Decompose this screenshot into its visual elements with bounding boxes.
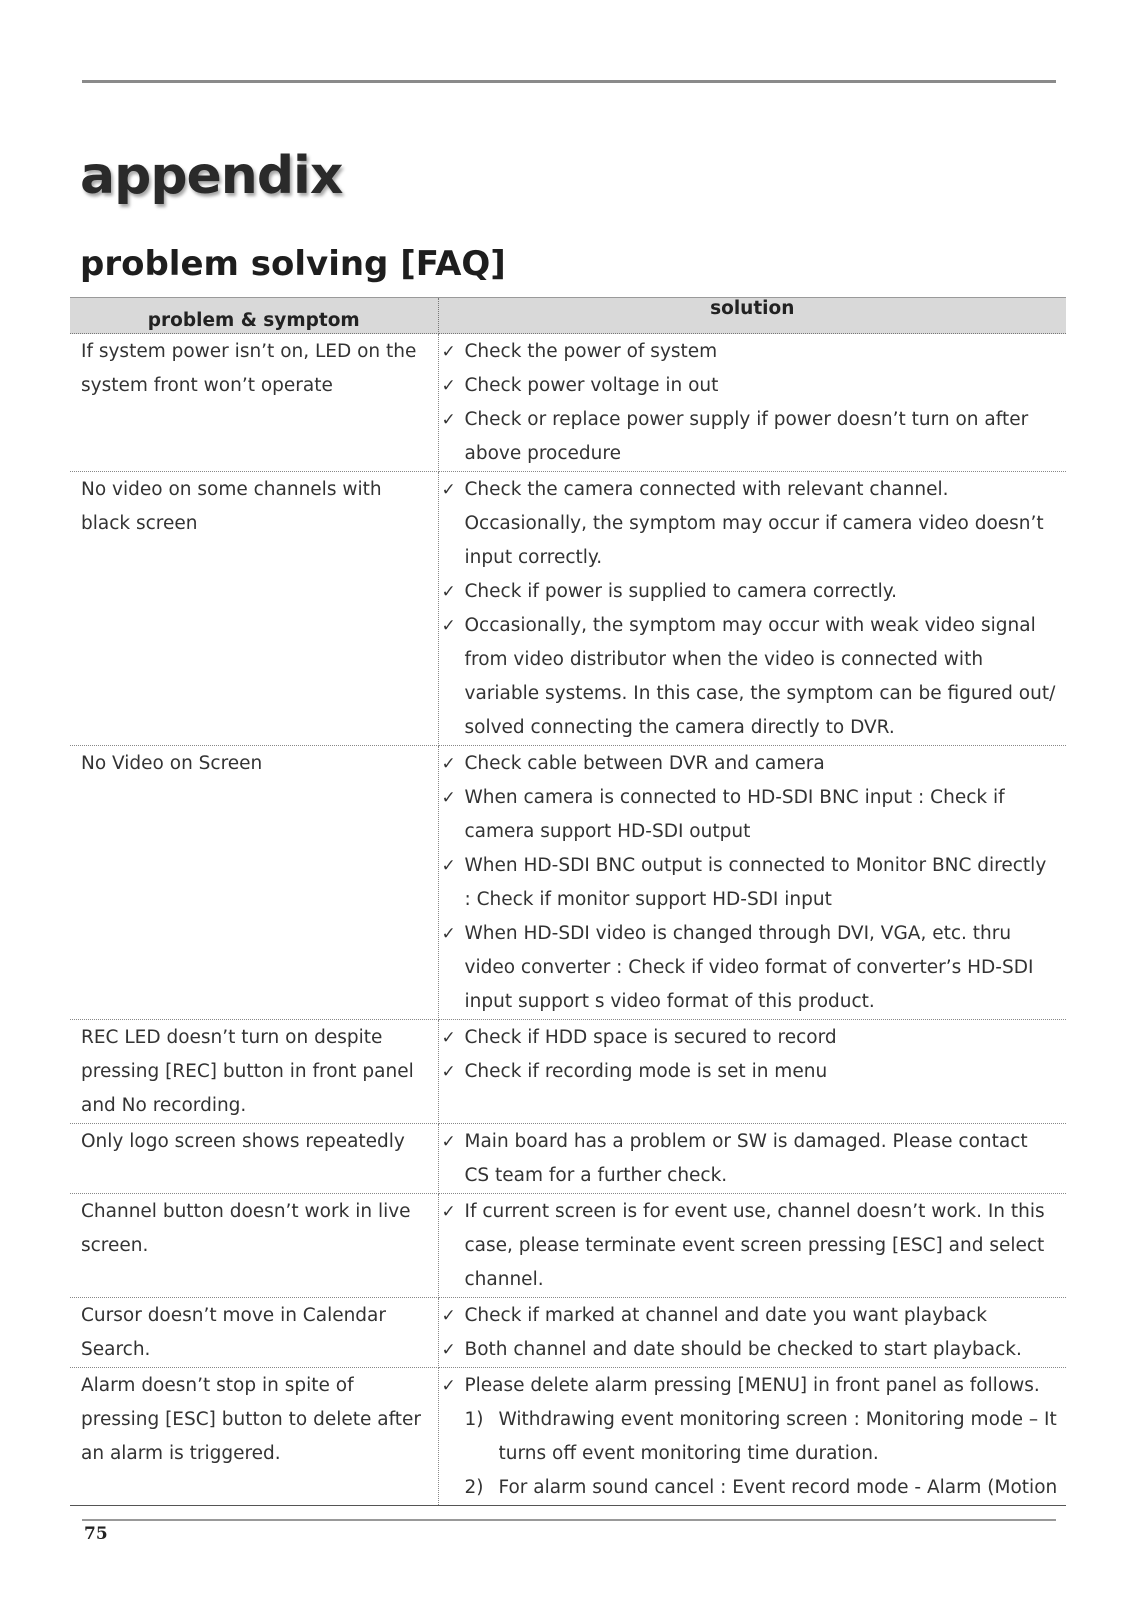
solution-item	[441, 747, 1059, 781]
solution-text: Check the camera connected with relevant channel. Occasionally, the symptom may occur if camera video doesn’t input correctly.	[464, 479, 1044, 568]
solution-item	[441, 473, 1059, 575]
solution-item	[441, 781, 1059, 849]
step-item	[464, 1471, 1067, 1505]
table-row	[70, 1124, 1066, 1194]
solution-item	[441, 403, 1059, 471]
checkmark-icon: ✓	[441, 1132, 456, 1152]
solution-list	[439, 747, 1067, 1019]
solution-item	[441, 369, 1059, 403]
checkmark-icon: ✓	[441, 1202, 456, 1222]
problem-cell: Only logo screen shows repeatedly	[70, 1124, 438, 1194]
faq-table	[70, 297, 1066, 1506]
solution-cell	[438, 1020, 1066, 1124]
solution-list	[439, 473, 1067, 745]
solution-item	[441, 1299, 1059, 1333]
page-title: appendix	[80, 146, 343, 206]
solution-text: Check power voltage in out	[464, 375, 719, 396]
checkmark-icon: ✓	[441, 856, 456, 876]
problem-cell: If system power isn’t on, LED on the system front won’t operate	[70, 334, 438, 472]
solution-list	[439, 1299, 1067, 1367]
checkmark-icon: ✓	[441, 1376, 456, 1396]
top-rule	[82, 80, 1056, 83]
table-row	[70, 746, 1066, 1020]
solution-list	[439, 1021, 1067, 1089]
solution-text: When HD-SDI BNC output is connected to Monitor BNC directly : Check if monitor support HD-SDI input	[464, 855, 1047, 910]
table-row	[70, 1298, 1066, 1368]
solution-text: Please delete alarm pressing [MENU] in front panel as follows.	[464, 1375, 1040, 1396]
step-text: Withdrawing event monitoring screen : Monitoring mode – It turns off event monitoring time duration.	[498, 1409, 1057, 1464]
checkmark-icon: ✓	[441, 582, 456, 602]
problem-cell: Channel button doesn’t work in live screen.	[70, 1194, 438, 1298]
bottom-rule	[82, 1519, 1056, 1521]
solution-cell	[438, 1298, 1066, 1368]
solution-item	[441, 1195, 1059, 1297]
solution-text: Check cable between DVR and camera	[464, 753, 825, 774]
problem-cell: No video on some channels with black screen	[70, 472, 438, 746]
solution-item	[441, 609, 1059, 745]
step-number: 1)	[464, 1409, 484, 1430]
checkmark-icon: ✓	[441, 1340, 456, 1360]
solution-text: Occasionally, the symptom may occur with weak video signal from video distributor when the video is connected with variable systems. In this case, the symptom can be figured out/ solved connecting the camera directly to DVR.	[464, 615, 1056, 738]
checkmark-icon: ✓	[441, 754, 456, 774]
solution-text: If current screen is for event use, channel doesn’t work. In this case, please terminate event screen pressing [ESC] and select channel.	[464, 1201, 1045, 1290]
checkmark-icon: ✓	[441, 788, 456, 808]
solution-text: Check if HDD space is secured to record	[464, 1027, 837, 1048]
solution-text: Check if recording mode is set in menu	[464, 1061, 828, 1082]
checkmark-icon: ✓	[441, 924, 456, 944]
step-number: 2)	[464, 1477, 484, 1498]
solution-text: When HD-SDI video is changed through DVI, VGA, etc. thru video converter : Check if video format of converter’s HD-SDI input support s video format of this product.	[464, 923, 1034, 1012]
solution-cell	[438, 1368, 1066, 1506]
checkmark-icon: ✓	[441, 1028, 456, 1048]
solution-item	[441, 1125, 1059, 1193]
table-row	[70, 1368, 1066, 1506]
checkmark-icon: ✓	[441, 410, 456, 430]
solution-text: Both channel and date should be checked to start playback.	[464, 1339, 1022, 1360]
checkmark-icon: ✓	[441, 480, 456, 500]
step-text: For alarm sound cancel : Event record mode - Alarm (Motion	[498, 1477, 1058, 1498]
solution-text: Check the power of system	[464, 341, 718, 362]
solution-item	[441, 1333, 1059, 1367]
checkmark-icon: ✓	[441, 342, 456, 362]
solution-item	[441, 1055, 1059, 1089]
page-number: 75	[84, 1524, 108, 1544]
solution-item	[441, 1369, 1059, 1403]
solution-item	[441, 1021, 1059, 1055]
solution-item	[441, 849, 1059, 917]
checkmark-icon: ✓	[441, 1062, 456, 1082]
solution-text: Main board has a problem or SW is damaged. Please contact CS team for a further check.	[464, 1131, 1028, 1186]
problem-cell: Alarm doesn’t stop in spite of pressing [ESC] button to delete after an alarm is triggered.	[70, 1368, 438, 1506]
solution-cell	[438, 1124, 1066, 1194]
table-row	[70, 472, 1066, 746]
step-item	[464, 1403, 1067, 1471]
solution-text: When camera is connected to HD-SDI BNC input : Check if camera support HD-SDI output	[464, 787, 1005, 842]
section-title: problem solving [FAQ]	[80, 244, 506, 284]
table-row	[70, 334, 1066, 472]
solution-item	[441, 575, 1059, 609]
table-row	[70, 1020, 1066, 1124]
checkmark-icon: ✓	[441, 376, 456, 396]
solution-item	[441, 917, 1059, 1019]
solution-list	[439, 335, 1067, 471]
problem-cell: Cursor doesn’t move in Calendar Search.	[70, 1298, 438, 1368]
solution-text: Check if marked at channel and date you want playback	[464, 1305, 988, 1326]
problem-cell: REC LED doesn’t turn on despite pressing [REC] button in front panel and No recording.	[70, 1020, 438, 1124]
solution-cell	[438, 334, 1066, 472]
solution-list	[439, 1125, 1067, 1193]
checkmark-icon: ✓	[441, 616, 456, 636]
checkmark-icon: ✓	[441, 1306, 456, 1326]
problem-cell: No Video on Screen	[70, 746, 438, 1020]
solution-item	[441, 335, 1059, 369]
solution-list	[439, 1195, 1067, 1297]
header-solution: solution	[438, 298, 1066, 334]
solution-cell	[438, 472, 1066, 746]
header-problem: problem & symptom	[70, 298, 438, 334]
solution-text: Check if power is supplied to camera correctly.	[464, 581, 897, 602]
solution-cell	[438, 746, 1066, 1020]
solution-list	[439, 1369, 1067, 1403]
solution-text: Check or replace power supply if power doesn’t turn on after above procedure	[464, 409, 1029, 464]
solution-cell	[438, 1194, 1066, 1298]
table-row	[70, 1194, 1066, 1298]
steps-list	[439, 1403, 1067, 1505]
table-header-row	[70, 298, 1066, 334]
